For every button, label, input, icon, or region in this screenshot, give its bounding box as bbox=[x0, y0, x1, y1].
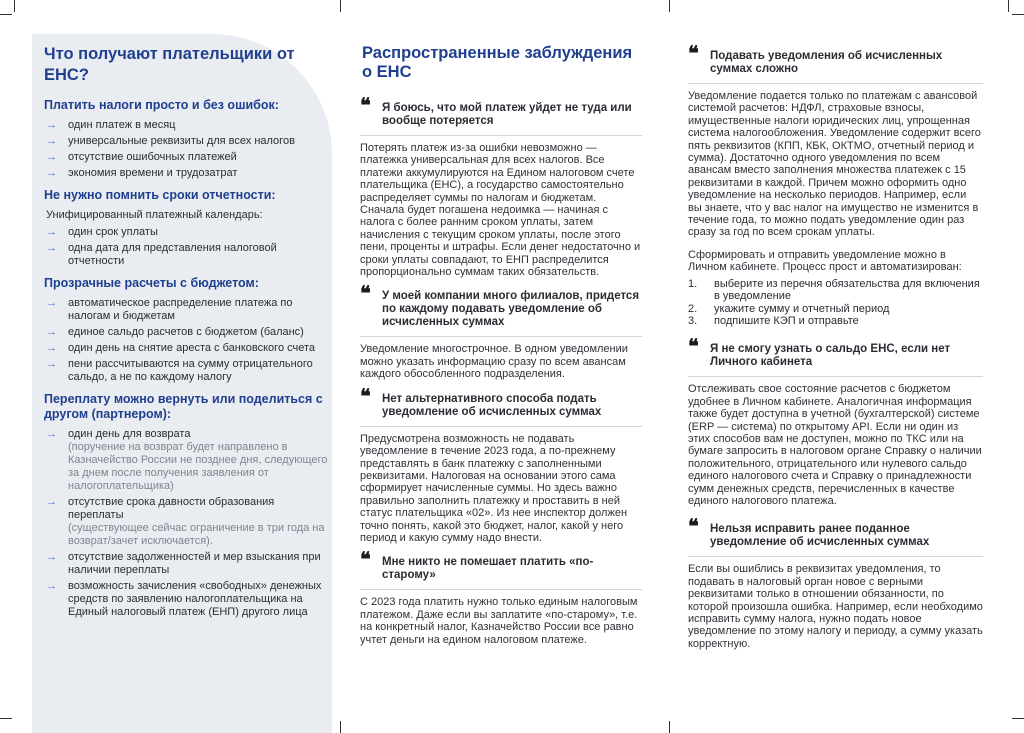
myth-block bbox=[360, 281, 642, 381]
list-item: → отсутствие задолженностей и мер взыскания при наличии переплаты bbox=[46, 551, 321, 576]
section-heading: Не нужно помнить сроки отчетности: bbox=[44, 188, 276, 202]
list-item: → отсутствие срока давности образования переплаты (существующее сейчас ограничение в три года на возврат/зачет исключается). bbox=[46, 496, 325, 547]
section-heading: Прозрачные расчеты с бюджетом: bbox=[44, 276, 259, 290]
arrow-icon: → bbox=[46, 358, 57, 370]
myth-question: ❝ Мне никто не помешает платить «по-старому» bbox=[360, 547, 594, 582]
benefits-title: Что получают плательщики от ЕНС? bbox=[44, 45, 295, 84]
arrow-icon: → bbox=[46, 242, 57, 254]
list-item: → экономия времени и трудозатрат bbox=[46, 167, 238, 179]
list-item: → универсальные реквизиты для всех налогов bbox=[46, 135, 295, 147]
myth-answer: Уведомление подается только по платежам с авансовой системой расчетов: НДФЛ, страховые взносы, имущественные налоги юридических лиц, упрощенная система налогообложения. Уведомление содержит всего пять реквизитов (КПП, КБК, ОКТМО, отчетный период и сумма). Достаточно одного уведомления по всем авансам вместо заполнения множества платежек с 15 реквизитами в каждой. Причем можно оформить одно уведомление на несколько периодов. Например, если вы знаете, что у вас налог на имущество не изменится в течение года, то можно подать уведомление один раз сразу за год по всем срокам уплаты. bbox=[688, 90, 981, 239]
divider bbox=[688, 376, 983, 377]
list-note: (существующее сейчас ограничение в три года на возврат/зачет исключается). bbox=[68, 522, 325, 547]
benefit-section bbox=[44, 188, 329, 268]
myth-question: ❝ Нет альтернативного способа подать уведомление об исчисленных суммах bbox=[360, 383, 602, 418]
crop-mark bbox=[1012, 718, 1024, 719]
quote-icon: ❝ bbox=[688, 514, 699, 539]
list-item: → пени рассчитываются на сумму отрицательного сальдо, а не по каждому налогу bbox=[46, 358, 313, 383]
quote-icon: ❝ bbox=[360, 281, 371, 306]
divider bbox=[688, 556, 983, 557]
myth-answer: Если вы ошиблись в реквизитах уведомления, то подавать в налоговый орган новое с верными реквизитами только в отношении обязанности, по которой произошла ошибка. Например, если необходимо исправить сумму налога, нужно подать новое уведомление по этому налогу и периоду, а сумму указать корректную. bbox=[688, 563, 983, 650]
section-intro: Унифицированный платежный календарь: bbox=[46, 209, 263, 221]
myth-answer: Потерять платеж из-за ошибки невозможно — платежка универсальная для всех налогов. Все платежи аккумулируются на Едином налоговом счете плательщика (ЕНС), а государство самостоятельно распределяет суммы по налогам и бюджетам. Сначала будет погашена недоимка — начиная с налога с более ранним сроком уплаты, затем начисления с текущим сроком уплаты, после этого пени, проценты и штрафы. Если денег недостаточно и сроки уплаты совпадают, то ЕНП распределится пропорционально суммам таких обязательств. bbox=[360, 142, 641, 279]
step-item: 3. подпишите КЭП и отправьте bbox=[688, 314, 859, 327]
list-note: (поручение на возврат будет направлено в Казначейство России не позднее дня, следующего за днем после получения заявления от налогоплательщика) bbox=[68, 441, 328, 492]
arrow-icon: → bbox=[46, 428, 57, 440]
myth-answer: Предусмотрена возможность не подавать уведомление в течение 2023 года, а по-прежнему представлять в банк платежку с заполненными реквизитами. Налоговая на основании этого сама сформирует начисленные суммы. Но здесь важно правильно заполнить платежку и проставить в ней статус плательщика «02». Из нее инспектор должен точно понять, какой это бюджет, налог, какой у него период и какую сумму надо внести. bbox=[360, 432, 628, 544]
quote-icon: ❝ bbox=[360, 383, 371, 408]
quote-icon: ❝ bbox=[360, 547, 371, 572]
list-item: → один срок уплаты bbox=[46, 226, 158, 238]
myth-answer-extra: Сформировать и отправить уведомление можно в Личном кабинете. Процесс прост и автоматизирован: bbox=[688, 248, 962, 274]
myths-title: Распространенные заблуждения о ЕНС bbox=[362, 44, 633, 81]
divider bbox=[360, 589, 642, 590]
arrow-icon: → bbox=[46, 496, 57, 508]
myth-question: ❝ Я не смогу узнать о сальдо ЕНС, если нет Личного кабинета bbox=[688, 334, 951, 369]
myth-block bbox=[360, 547, 642, 646]
divider bbox=[360, 426, 642, 427]
myth-block bbox=[688, 41, 983, 327]
myth-block bbox=[360, 383, 642, 545]
quote-icon: ❝ bbox=[688, 41, 699, 65]
arrow-icon: → bbox=[46, 119, 57, 131]
list-item: → один день для возврата (поручение на возврат будет направлено в Казначейство России не позднее дня, следующего за днем после получения заявления от налогоплательщика) bbox=[46, 428, 328, 492]
myth-block bbox=[360, 93, 642, 279]
arrow-icon: → bbox=[46, 326, 57, 338]
crop-mark bbox=[14, 0, 15, 12]
myth-answer: Уведомление многострочное. В одном уведомлении можно указать информацию сразу по всем авансам каждого обособленного подразделения. bbox=[360, 343, 628, 381]
divider bbox=[688, 83, 983, 84]
crop-mark bbox=[1008, 0, 1009, 12]
crop-mark bbox=[0, 14, 12, 15]
myth-answer: Отслеживать свое состояние расчетов с бюджетом удобнее в Личном кабинете. Аналогичная информация также будет доступна в учетной (бухгалтерской) системе (ERP — система) по открытому API. Если ни один из этих способов вам не доступен, можно по ТКС или на бумаге запросить в налоговом органе Справку о наличии положительного, отрицательного или нулевого сальдо единого налогового счета и Справку о принадлежности сумм денежных средств, перечисленных в качестве единого налогового платежа. bbox=[688, 383, 982, 507]
quote-icon: ❝ bbox=[360, 93, 371, 117]
myth-question: ❝ У моей компании много филиалов, придется по каждому подавать уведомление об исчисленных суммах bbox=[360, 281, 640, 329]
steps-list bbox=[688, 278, 983, 328]
crop-mark bbox=[669, 0, 670, 12]
myth-question: ❝ Нельзя исправить ранее поданное уведомление об исчисленных суммах bbox=[688, 514, 930, 549]
crop-mark bbox=[0, 718, 12, 719]
section-heading: Платить налоги просто и без ошибок: bbox=[44, 98, 279, 112]
list-item: → отсутствие ошибочных платежей bbox=[46, 151, 237, 163]
list-item: → возможность зачисления «свободных» денежных средств по заявлению налогоплательщика на Единый налоговый платеж (ЕНП) другого лица bbox=[46, 580, 322, 618]
crop-mark bbox=[340, 0, 341, 12]
divider bbox=[360, 135, 642, 136]
myth-answer: С 2023 года платить нужно только единым налоговым платежом. Даже если вы заплатите «по-старому», т.е. на конкретный налог, Казначейство России все равно учтет деньги на едином налоговом платеже. bbox=[360, 596, 638, 646]
list-item: → автоматическое распределение платежа по налогам и бюджетам bbox=[46, 297, 293, 322]
arrow-icon: → bbox=[46, 167, 57, 179]
list-item: → единое сальдо расчетов с бюджетом (баланс) bbox=[46, 326, 304, 338]
step-item: 1. выберите из перечня обязательства для включения в уведомление bbox=[688, 277, 980, 303]
crop-mark bbox=[669, 721, 670, 733]
arrow-icon: → bbox=[46, 342, 57, 354]
list-item: → одна дата для представления налоговой отчетности bbox=[46, 242, 277, 267]
list-item: → один день на снятие ареста с банковского счета bbox=[46, 342, 316, 354]
quote-icon: ❝ bbox=[688, 334, 699, 359]
benefit-section bbox=[44, 392, 329, 619]
benefit-section bbox=[44, 98, 329, 180]
arrow-icon: → bbox=[46, 151, 57, 163]
arrow-icon: → bbox=[46, 297, 57, 309]
list-item: → один платеж в месяц bbox=[46, 119, 176, 131]
divider bbox=[360, 336, 642, 337]
myth-block bbox=[688, 334, 983, 507]
myths-column bbox=[360, 40, 642, 658]
myth-block bbox=[688, 514, 983, 650]
myth-question: ❝ Подавать уведомления об исчисленных суммах сложно bbox=[688, 41, 943, 75]
arrow-icon: → bbox=[46, 135, 57, 147]
myths-column-right bbox=[688, 41, 983, 662]
arrow-icon: → bbox=[46, 226, 57, 238]
section-heading: Переплату можно вернуть или поделиться с другом (партнером): bbox=[44, 392, 323, 421]
benefit-section bbox=[44, 276, 329, 384]
crop-mark bbox=[1012, 14, 1024, 15]
crop-mark bbox=[340, 721, 341, 733]
step-item: 2. укажите сумму и отчетный период bbox=[688, 302, 890, 315]
benefits-panel bbox=[32, 34, 332, 733]
arrow-icon: → bbox=[46, 580, 57, 592]
arrow-icon: → bbox=[46, 551, 57, 563]
myth-question: ❝ Я боюсь, что мой платеж уйдет не туда или вообще потеряется bbox=[360, 93, 632, 127]
